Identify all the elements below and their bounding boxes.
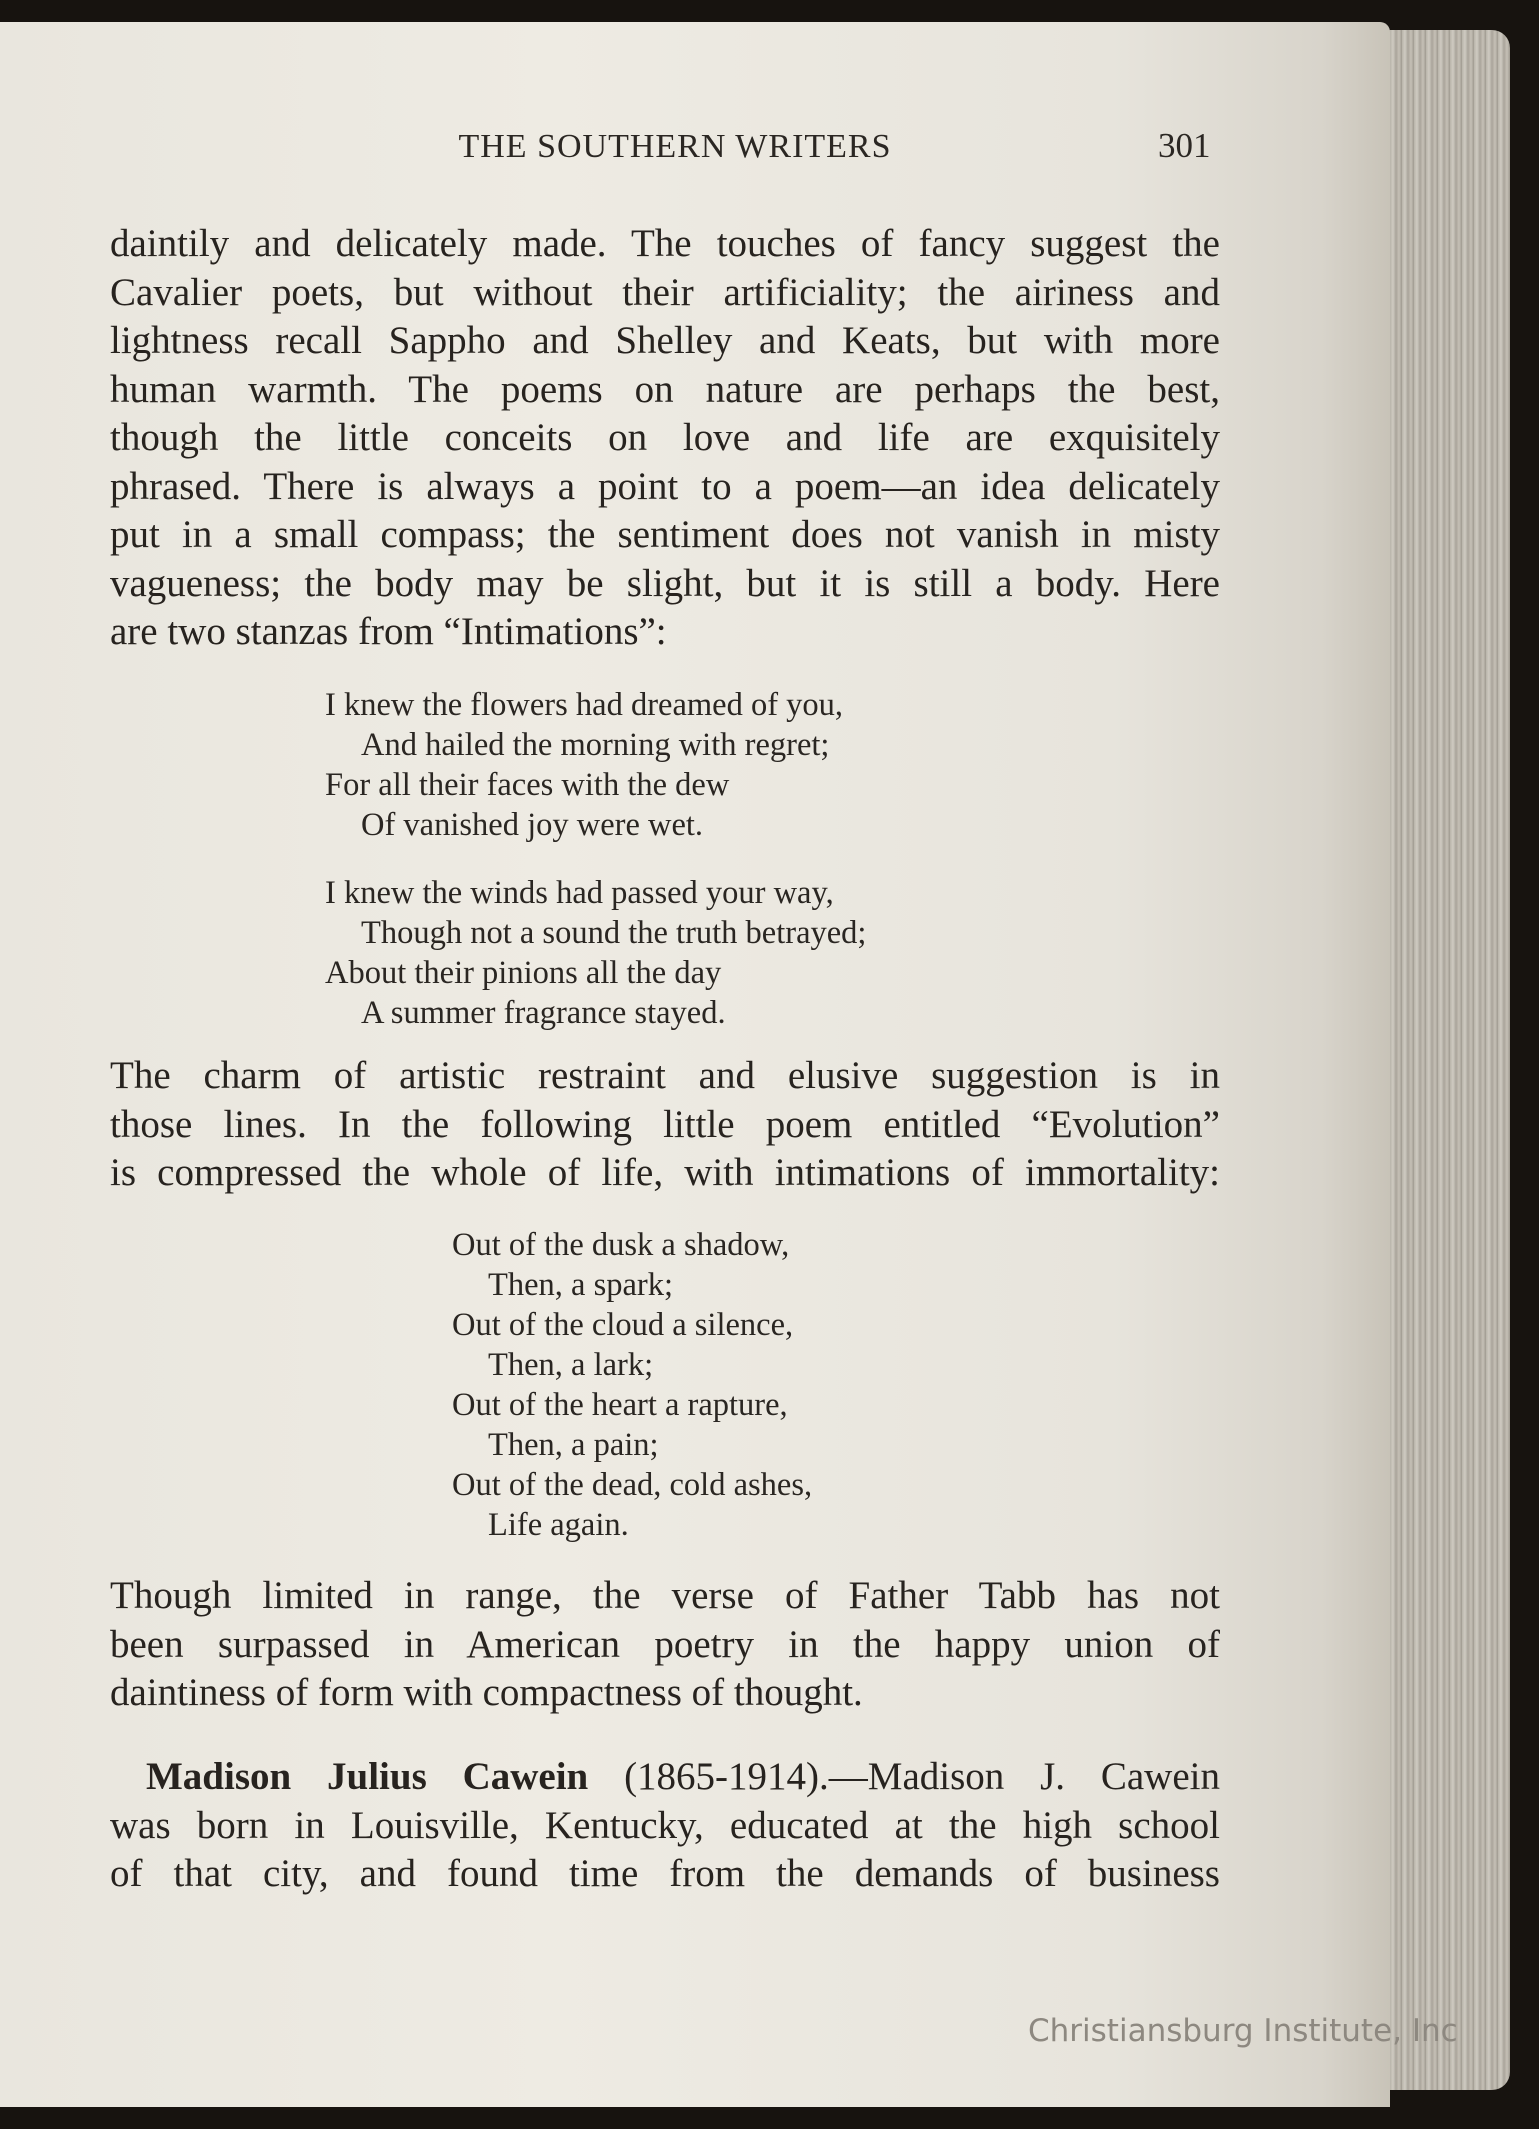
heading-rest: (1865-1914).—Madison J. Cawein (588, 1755, 1220, 1798)
running-head: THE SOUTHERN WRITERS (458, 128, 892, 165)
text-line: phrased. There is always a point to a poem—an idea delicately (110, 464, 1220, 508)
text-line: been surpassed in American poetry in the happy union of (110, 1622, 1220, 1666)
text-line: daintiness of form with compactness of thought. (110, 1671, 863, 1714)
poem-line: I knew the winds had passed your way, (325, 875, 834, 911)
text-line: is compressed the whole of life, with intimations of immortality: (110, 1151, 1220, 1194)
poem-line: Out of the heart a rapture, (452, 1387, 788, 1423)
paragraph-intro (110, 220, 1220, 657)
poem-line: Out of the dusk a shadow, (452, 1227, 790, 1263)
stanza-break (325, 845, 866, 873)
text-line: was born in Louisville, Kentucky, educated at the high school (110, 1803, 1220, 1847)
text-line: lightness recall Sappho and Shelley and Keats, but with more (110, 319, 1220, 362)
poem-line: Then, a lark; (488, 1347, 654, 1383)
text-line: Though limited in range, the verse of Father Tabb has not (110, 1574, 1220, 1617)
poem-intimations (325, 685, 866, 1033)
poem-line: About their pinions all the day (325, 955, 722, 991)
paragraph-cawein (110, 1753, 1220, 1899)
paragraph-evolution-intro (110, 1052, 1220, 1198)
text-line: human warmth. The poems on nature are perhaps the best, (110, 367, 1220, 411)
poem-line: Out of the cloud a silence, (452, 1307, 794, 1343)
text-line: daintily and delicately made. The touches of fancy suggest the (110, 222, 1220, 265)
poem-line: A summer fragrance stayed. (361, 995, 726, 1031)
section-heading: Madison Julius Cawein (146, 1755, 589, 1798)
text-line: vagueness; the body may be slight, but it is still a body. Here (110, 561, 1220, 605)
text-line: Cavalier poets, but without their artificiality; the airiness and (110, 270, 1220, 314)
text-line: though the little conceits on love and life are exquisitely (110, 416, 1220, 459)
poem-line: Then, a spark; (488, 1267, 674, 1303)
poem-line: I knew the flowers had dreamed of you, (325, 687, 844, 723)
page-edges (1378, 30, 1510, 2090)
text-line (110, 1753, 1220, 1802)
poem-line: For all their faces with the dew (325, 767, 730, 803)
paragraph-conclusion (110, 1572, 1220, 1718)
text-line: those lines. In the following little poem entitled “Evolution” (110, 1102, 1220, 1146)
text-line: put in a small compass; the sentiment does not vanish in misty (110, 513, 1220, 556)
poem-line: Of vanished joy were wet. (361, 807, 704, 843)
text-line: are two stanzas from “Intimations”: (110, 610, 667, 653)
poem-line: And hailed the morning with regret; (361, 727, 830, 763)
poem-evolution (452, 1225, 812, 1545)
poem-line: Life again. (488, 1507, 629, 1543)
text-line: The charm of artistic restraint and elusive suggestion is in (110, 1054, 1220, 1097)
page-number: 301 (1158, 126, 1211, 165)
poem-line: Out of the dead, cold ashes, (452, 1467, 813, 1503)
poem-line: Then, a pain; (488, 1427, 659, 1463)
text-line: of that city, and found time from the demands of business (110, 1852, 1220, 1895)
poem-line: Though not a sound the truth betrayed; (361, 915, 867, 951)
watermark: Christiansburg Institute, Inc (1028, 2013, 1458, 2049)
